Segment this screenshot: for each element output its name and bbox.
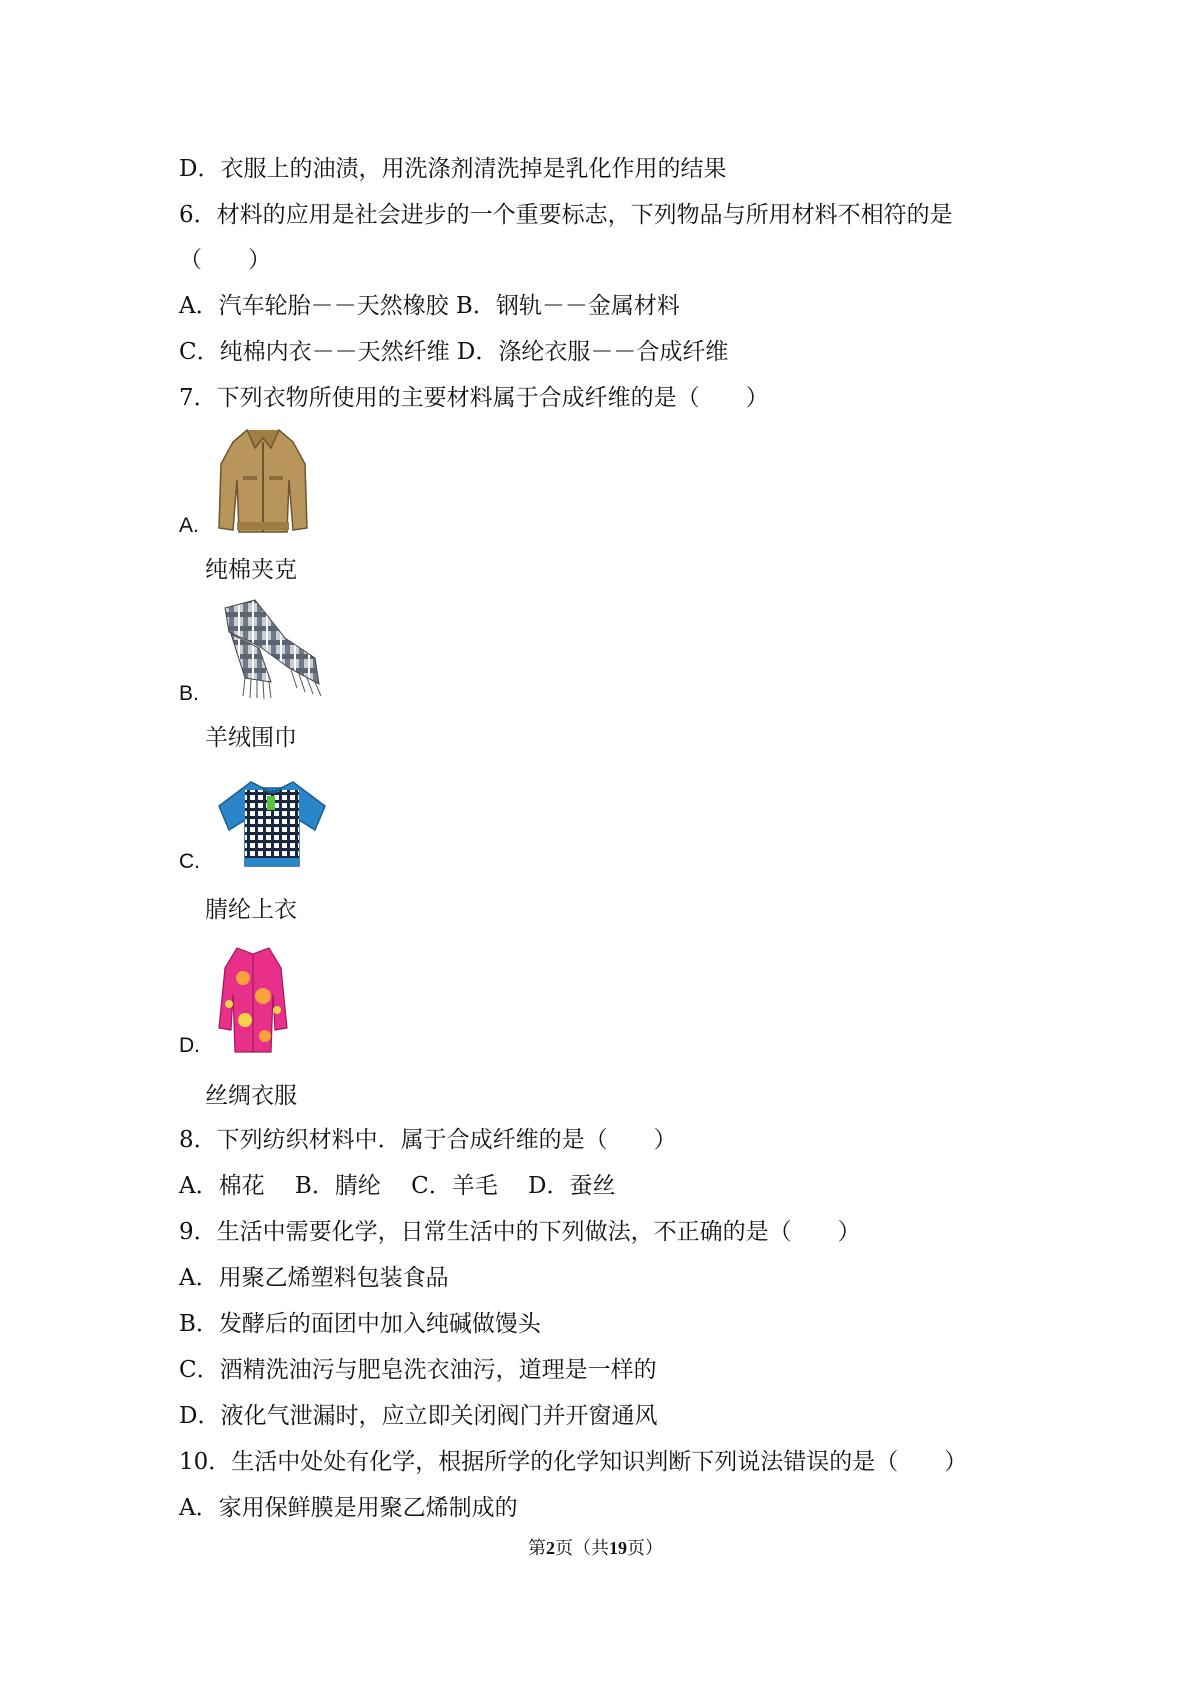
q9-option-a: A．用聚乙烯塑料包装食品 (179, 1265, 449, 1291)
sweater-icon (215, 776, 329, 872)
jacket-icon (215, 424, 311, 536)
scarf-icon (215, 598, 327, 704)
q7-option-c-label: C. (179, 850, 200, 873)
q5-option-d: D．衣服上的油渍，用洗涤剂清洗掉是乳化作用的结果 (179, 156, 727, 182)
q8-options: A．棉花 B．腈纶 C．羊毛 D．蚕丝 (179, 1173, 616, 1199)
silk-clothes-icon (215, 944, 291, 1056)
q7-option-b-label: B. (179, 682, 199, 705)
q7-option-c-caption: 腈纶上衣 (205, 897, 297, 923)
q8-stem: 8．下列纺织材料中．属于合成纤维的是（ ） (179, 1127, 677, 1153)
footer-middle: 页（共 (555, 1538, 609, 1559)
page-footer (0, 1536, 1191, 1561)
q9-option-b: B．发酵后的面团中加入纯碱做馒头 (179, 1311, 541, 1337)
q6-bracket: （ ） (179, 247, 271, 273)
q6-options-cd: C．纯棉内衣－－天然纤维 D．涤纶衣服－－合成纤维 (179, 339, 729, 365)
q10-stem: 10．生活中处处有化学，根据所学的化学知识判断下列说法错误的是（ ） (179, 1449, 968, 1475)
footer-prefix: 第 (528, 1538, 546, 1559)
q7-option-a-label: A. (179, 514, 199, 537)
q7-option-d-caption: 丝绸衣服 (205, 1083, 297, 1109)
q10-option-a: A．家用保鲜膜是用聚乙烯制成的 (179, 1495, 518, 1521)
footer-page-number: 2 (546, 1538, 555, 1558)
footer-total-pages: 19 (609, 1538, 627, 1558)
q7-option-d-label: D. (179, 1034, 200, 1057)
q6-options-ab: A．汽车轮胎－－天然橡胶 B．钢轨－－金属材料 (179, 293, 680, 319)
q6-stem: 6．材料的应用是社会进步的一个重要标志，下列物品与所用材料不相符的是 (179, 202, 953, 228)
q9-stem: 9．生活中需要化学，日常生活中的下列做法，不正确的是（ ） (179, 1219, 861, 1245)
q7-option-a-caption: 纯棉夹克 (205, 557, 297, 583)
q9-option-d: D．液化气泄漏时，应立即关闭阀门并开窗通风 (179, 1403, 658, 1429)
footer-suffix: 页） (627, 1538, 663, 1559)
q9-option-c: C．酒精洗油污与肥皂洗衣油污，道理是一样的 (179, 1357, 657, 1383)
q7-stem: 7．下列衣物所使用的主要材料属于合成纤维的是（ ） (179, 385, 769, 411)
q7-option-b-caption: 羊绒围巾 (205, 725, 297, 751)
